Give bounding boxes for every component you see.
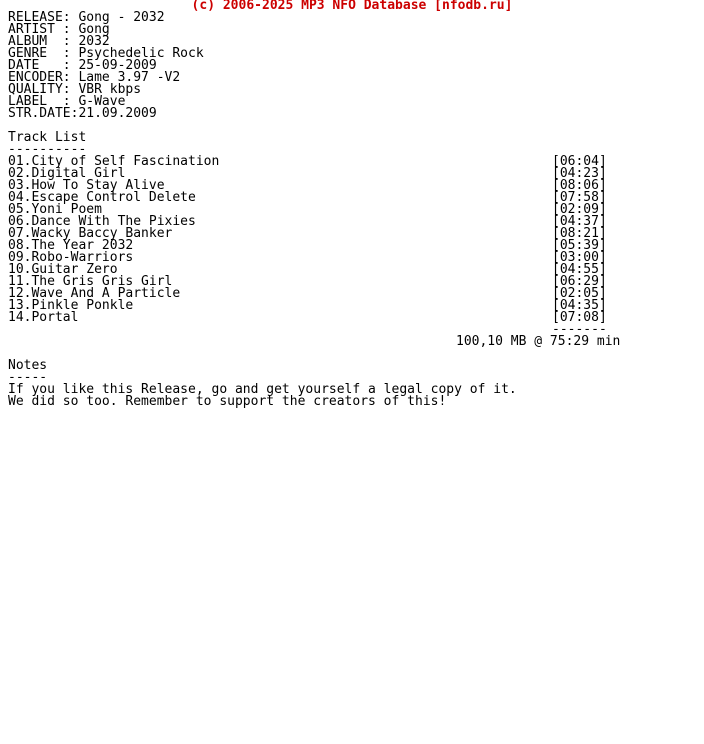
track-time: [04:55]	[552, 262, 607, 277]
track-name: 13.Pinkle Ponkle	[8, 298, 134, 313]
track-time: [07:08]	[552, 310, 607, 325]
track-name: 08.The Year 2032	[8, 238, 134, 253]
track-name: 10.Guitar Zero	[8, 262, 118, 277]
track-name: 03.How To Stay Alive	[8, 178, 165, 193]
info-encoder: ENCODER: Lame 3.97 -V2	[8, 70, 181, 85]
track-name: 07.Wacky Baccy Banker	[8, 226, 173, 241]
track-time: [04:23]	[552, 166, 607, 181]
site-header: (c) 2006-2025 MP3 NFO Database [nfodb.ru]	[191, 0, 513, 13]
track-name: 01.City of Self Fascination	[8, 154, 220, 169]
track-name: 09.Robo-Warriors	[8, 250, 134, 265]
track-name: 11.The Gris Gris Girl	[8, 274, 173, 289]
info-quality: QUALITY: VBR kbps	[8, 82, 142, 97]
track-time: [04:37]	[552, 214, 607, 229]
track-name: 12.Wave And A Particle	[8, 286, 181, 301]
track-time: [08:21]	[552, 226, 607, 241]
track-name: 04.Escape Control Delete	[8, 190, 196, 205]
track-time: [05:39]	[552, 238, 607, 253]
info-str-date: STR.DATE:21.09.2009	[8, 106, 157, 121]
track-time: [06:04]	[552, 154, 607, 169]
notes-line: We did so too. Remember to support the creators of this!	[8, 394, 447, 409]
tracklist-underline: ----------	[8, 142, 87, 157]
track-time: [07:58]	[552, 190, 607, 205]
track-time: [08:06]	[552, 178, 607, 193]
notes-title: Notes	[8, 358, 48, 373]
notes-line: If you like this Release, go and get yourself a legal copy of it.	[8, 382, 517, 397]
track-name: 06.Dance With The Pixies	[8, 214, 196, 229]
total-rule: -------	[552, 322, 607, 337]
info-genre: GENRE : Psychedelic Rock	[8, 46, 204, 61]
info-label: LABEL : G-Wave	[8, 94, 126, 109]
track-time: [02:09]	[552, 202, 607, 217]
info-album: ALBUM : 2032	[8, 34, 110, 49]
info-release: RELEASE: Gong - 2032	[8, 10, 165, 25]
track-time: [02:05]	[552, 286, 607, 301]
total-size-duration: 100,10 MB @ 75:29 min	[456, 334, 621, 349]
track-time: [04:35]	[552, 298, 607, 313]
track-time: [03:00]	[552, 250, 607, 265]
info-date: DATE : 25-09-2009	[8, 58, 157, 73]
track-name: 05.Yoni Poem	[8, 202, 102, 217]
track-name: 14.Portal	[8, 310, 79, 325]
track-name: 02.Digital Girl	[8, 166, 126, 181]
notes-underline: -----	[8, 370, 48, 385]
tracklist-title: Track List	[8, 130, 87, 145]
info-artist: ARTIST : Gong	[8, 22, 110, 37]
track-time: [06:29]	[552, 274, 607, 289]
